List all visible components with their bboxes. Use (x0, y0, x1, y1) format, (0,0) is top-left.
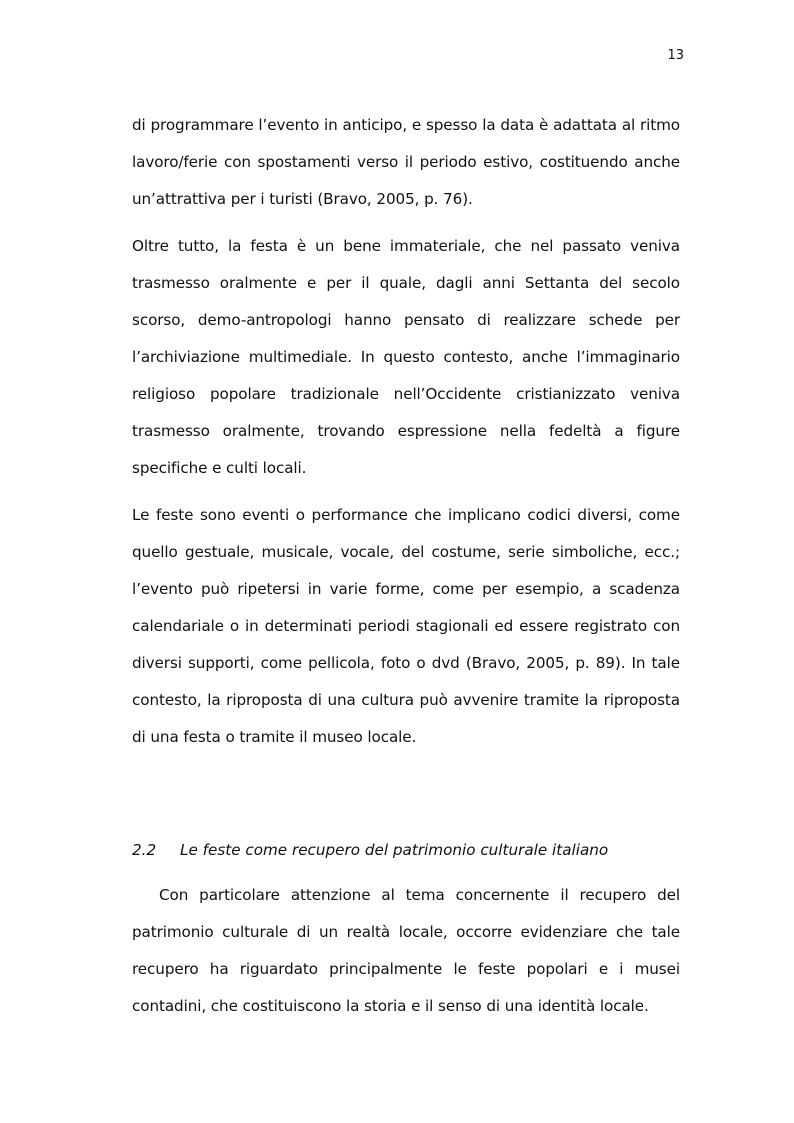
section-title: Le feste come recupero del patrimonio culturale italiano (180, 841, 609, 859)
section-heading (132, 835, 680, 865)
section-paragraph: Con particolare attenzione al tema concernente il recupero del patrimonio culturale di un realtà locale, occorre evidenziare che tale recupero ha riguardato principalmente le feste popolari e i musei contadini, che costituiscono la storia e il senso di una identità locale. (132, 886, 680, 1015)
page-body (132, 107, 680, 1025)
page-number: 13 (667, 48, 684, 63)
body-paragraph: di programmare l’evento in anticipo, e spesso la data è adattata al ritmo lavoro/ferie con spostamenti verso il periodo estivo, costituendo anche un’attrattiva per i turisti (Bravo, 2005, p. 76). (132, 116, 680, 208)
body-paragraph: Le feste sono eventi o performance che implicano codici diversi, come quello gestuale, musicale, vocale, del costume, serie simboliche, ecc.; l’evento può ripetersi in varie forme, come per esempio, a scadenza calendariale o in determinati periodi stagionali ed essere registrato con diversi supporti, come pellicola, foto o dvd (Bravo, 2005, p. 89). In tale contesto, la riproposta di una cultura può avvenire tramite la riproposta di una festa o tramite il museo locale. (132, 506, 680, 746)
section-number: 2.2 (132, 841, 157, 859)
body-paragraph: Oltre tutto, la festa è un bene immateriale, che nel passato veniva trasmesso oralmente e per il quale, dagli anni Settanta del secolo scorso, demo-antropologi hanno pensato di realizzare schede per l’archiviazione multimediale. In questo contesto, anche l’immaginario religioso popolare tradizionale nell’Occidente cristianizzato veniva trasmesso oralmente, trovando espressione nella fedeltà a figure specifiche e culti locali. (132, 237, 680, 477)
